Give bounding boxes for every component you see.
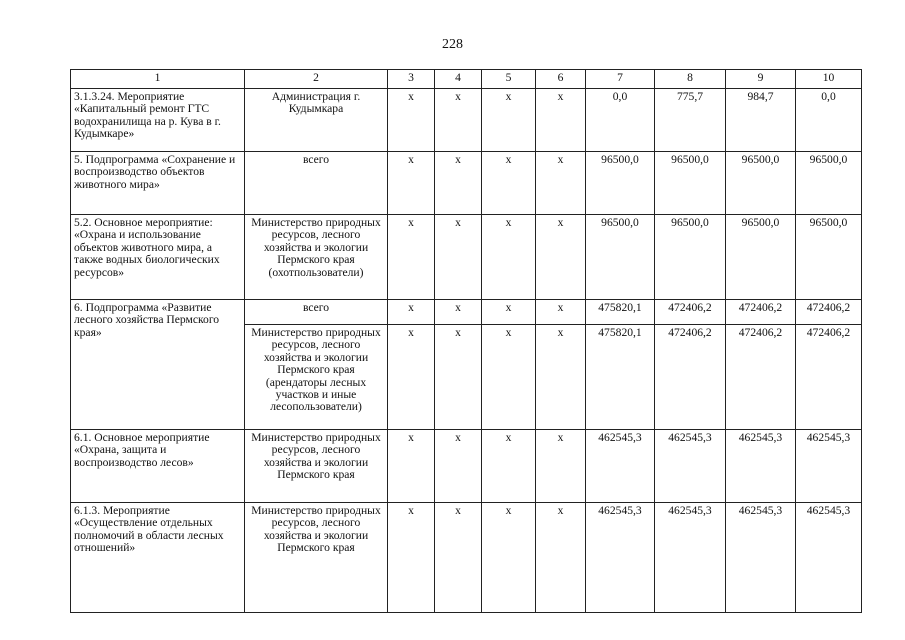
cell: х <box>482 503 536 613</box>
cell-value: 462545,3 <box>726 430 796 503</box>
cell: х <box>388 300 435 325</box>
cell: х <box>435 89 482 152</box>
cell: х <box>435 325 482 430</box>
row-name: 6.1. Основное мероприятие «Охрана, защита и воспроизводство лесов» <box>71 430 245 503</box>
col-header-1: 1 <box>71 70 245 89</box>
cell-value: 96500,0 <box>726 152 796 215</box>
cell-value: 475820,1 <box>586 300 655 325</box>
cell: х <box>388 215 435 300</box>
cell: х <box>482 300 536 325</box>
cell-value: 96500,0 <box>726 215 796 300</box>
cell-value: 462545,3 <box>655 503 726 613</box>
row-name: 6.1.3. Мероприятие «Осуществление отдельных полномочий в области лесных отношений» <box>71 503 245 613</box>
row-name: 6. Подпрограмма «Развитие лесного хозяйства Пермского края» <box>71 300 245 430</box>
col-header-3: 3 <box>388 70 435 89</box>
cell: х <box>536 215 586 300</box>
row-executor: Министерство природных ресурсов, лесного хозяйства и экологии Пермского края <box>245 503 388 613</box>
cell: х <box>388 325 435 430</box>
cell: х <box>435 430 482 503</box>
budget-table <box>70 69 862 613</box>
cell-value: 96500,0 <box>586 152 655 215</box>
cell: х <box>536 325 586 430</box>
col-header-4: 4 <box>435 70 482 89</box>
cell-value: 472406,2 <box>796 325 862 430</box>
cell: х <box>435 300 482 325</box>
row-executor: всего <box>245 300 388 325</box>
table-row <box>71 300 862 325</box>
cell: х <box>536 152 586 215</box>
cell: х <box>536 503 586 613</box>
cell: х <box>388 152 435 215</box>
cell-value: 475820,1 <box>586 325 655 430</box>
cell: х <box>482 89 536 152</box>
cell-value: 462545,3 <box>726 503 796 613</box>
cell: х <box>388 503 435 613</box>
cell-value: 472406,2 <box>655 325 726 430</box>
col-header-2: 2 <box>245 70 388 89</box>
cell: х <box>482 325 536 430</box>
cell: х <box>536 430 586 503</box>
cell-value: 96500,0 <box>796 152 862 215</box>
cell: х <box>435 215 482 300</box>
col-header-7: 7 <box>586 70 655 89</box>
col-header-5: 5 <box>482 70 536 89</box>
row-name: 3.1.3.24. Мероприятие «Капитальный ремонт ГТС водохранилища на р. Кува в г. Кудымкаре» <box>71 89 245 152</box>
cell-value: 96500,0 <box>655 215 726 300</box>
cell-value: 462545,3 <box>586 503 655 613</box>
cell-value: 472406,2 <box>726 325 796 430</box>
cell: х <box>388 430 435 503</box>
col-header-9: 9 <box>726 70 796 89</box>
cell-value: 775,7 <box>655 89 726 152</box>
cell-value: 96500,0 <box>796 215 862 300</box>
cell: х <box>536 300 586 325</box>
cell-value: 984,7 <box>726 89 796 152</box>
row-executor: Министерство природных ресурсов, лесного хозяйства и экологии Пермского края (арендаторы лесных участков и иные лесопользователи) <box>245 325 388 430</box>
cell-value: 0,0 <box>796 89 862 152</box>
row-executor: Министерство природных ресурсов, лесного хозяйства и экологии Пермского края (охотпользователи) <box>245 215 388 300</box>
cell-value: 462545,3 <box>655 430 726 503</box>
row-executor: всего <box>245 152 388 215</box>
table-row <box>71 215 862 300</box>
cell-value: 0,0 <box>586 89 655 152</box>
row-name: 5.2. Основное мероприятие: «Охрана и использование объектов животного мира, а также водных биологических ресурсов» <box>71 215 245 300</box>
cell-value: 96500,0 <box>655 152 726 215</box>
table-row <box>71 430 862 503</box>
table-row <box>71 503 862 613</box>
cell: х <box>482 215 536 300</box>
header-row <box>71 70 862 89</box>
cell: х <box>536 89 586 152</box>
col-header-6: 6 <box>536 70 586 89</box>
cell: х <box>435 152 482 215</box>
cell-value: 472406,2 <box>655 300 726 325</box>
row-name: 5. Подпрограмма «Сохранение и воспроизводство объектов животного мира» <box>71 152 245 215</box>
cell: х <box>482 430 536 503</box>
cell-value: 472406,2 <box>726 300 796 325</box>
table-row <box>71 152 862 215</box>
cell: х <box>482 152 536 215</box>
cell: х <box>388 89 435 152</box>
col-header-10: 10 <box>796 70 862 89</box>
table-row <box>71 89 862 152</box>
cell-value: 472406,2 <box>796 300 862 325</box>
row-executor: Министерство природных ресурсов, лесного хозяйства и экологии Пермского края <box>245 430 388 503</box>
cell-value: 462545,3 <box>796 430 862 503</box>
cell-value: 462545,3 <box>796 503 862 613</box>
row-executor: Администрация г. Кудымкара <box>245 89 388 152</box>
cell-value: 462545,3 <box>586 430 655 503</box>
cell-value: 96500,0 <box>586 215 655 300</box>
page-number: 228 <box>442 37 463 52</box>
col-header-8: 8 <box>655 70 726 89</box>
cell: х <box>435 503 482 613</box>
